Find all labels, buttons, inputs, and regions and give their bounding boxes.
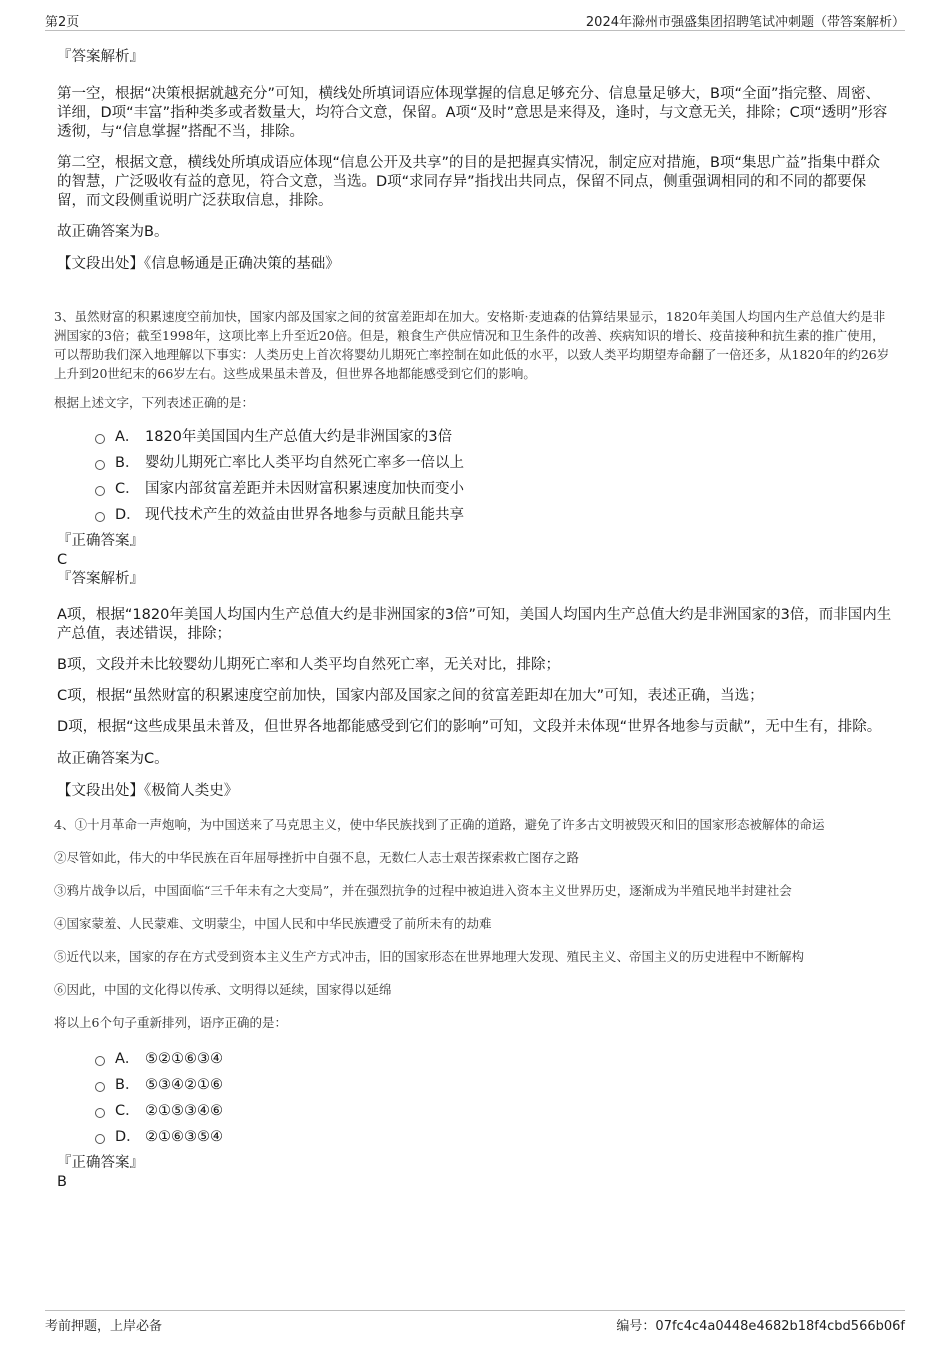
option-a[interactable]: A． ⑤②①⑥③④ [95,1046,892,1072]
correct-answer-label: 『正确答案』 [57,1155,144,1171]
sentence-item: ④国家蒙羞、人民蒙难、文明蒙尘，中国人民和中华民族遭受了前所未有的劫难 [54,916,492,931]
page-footer [45,1310,905,1335]
analysis-label: 『答案解析』 [57,571,144,587]
radio-icon[interactable] [95,460,105,470]
sentence-item: ⑤近代以来，国家的存在方式受到资本主义生产方式冲击，旧的国家形态在世界地理大发现、殖民主义、帝国主义的历史进程中不断解构 [54,949,805,964]
footer-slogan: 考前押题，上岸必备 [45,1319,163,1334]
options-list [95,1046,892,1150]
correct-answer: C [57,552,68,568]
analysis-paragraph: 第一空，根据“决策根据就越充分”可知，横线处所填词语应体现掌握的信息足够充分、信息量足够大，B项“全面”指完整、周密、详细，D项“丰富”指种类多或者数量大，均符合文意，保留。A项“及时”意思是来得及，逢时，与文意无关，排除；C项“透明”形容透彻，与“信息掌握”搭配不当，排除。 [57,86,888,140]
option-d[interactable]: D． ②①⑥③⑤④ [95,1124,892,1150]
analysis-paragraph: 第二空，根据文意，横线处所填成语应体现“信息公开及共享”的目的是把握真实情况，制定应对措施，B项“集思广益”指集中群众的智慧，广泛吸收有益的意见，符合文意，当选。D项“求同存异”指找出共同点，保留不同点，侧重强调相同的和不同的都要保留，而文段侧重说明广泛获取信息，排除。 [57,155,880,209]
analysis-paragraph: A项，根据“1820年美国人均国内生产总值大约是非洲国家的3倍”可知，美国人均国内生产总值大约是非洲国家的3倍，而非国内生产总值，表述错误，排除； [57,607,892,642]
document-code: 编号：07fc4c4a0448e4682b18f4cbd566b06f [616,1319,905,1334]
radio-icon[interactable] [95,1134,105,1144]
source: 【文段出处】《信息畅通是正确决策的基础》 [57,256,340,272]
option-c[interactable]: C． ②①⑤③④⑥ [95,1098,892,1124]
analysis-paragraph: B项，文段并未比较婴幼儿期死亡率和人类平均自然死亡率，无关对比，排除； [57,657,560,673]
option-c[interactable]: C． 国家内部贫富差距并未因财富积累速度加快而变小 [95,476,892,502]
option-d[interactable]: D． 现代技术产生的效益由世界各地参与贡献且能共享 [95,502,892,528]
correct-answer-label: 『正确答案』 [57,533,144,549]
analysis-paragraph: C项，根据“虽然财富的积累速度空前加快，国家内部及国家之间的贫富差距却在加大”可知，表述正确，当选； [57,688,764,704]
option-b[interactable]: B． ⑤③④②①⑥ [95,1072,892,1098]
document-body [54,44,892,1192]
radio-icon[interactable] [95,1108,105,1118]
page-number: 第2页 [45,15,80,30]
question-prompt: 根据上述文字，下列表述正确的是： [54,395,255,410]
sentence-item: ③鸦片战争以后，中国面临“三千年未有之大变局”，并在强烈抗争的过程中被迫进入资本主义世界历史，逐渐成为半殖民地半封建社会 [54,883,792,898]
page-header [45,8,905,31]
radio-icon[interactable] [95,1056,105,1066]
sentence-item: 4、①十月革命一声炮响，为中国送来了马克思主义，使中华民族找到了正确的道路，避免了许多古文明被毁灭和旧的国家形态被解体的命运 [54,817,825,832]
option-b[interactable]: B． 婴幼儿期死亡率比人类平均自然死亡率多一倍以上 [95,450,892,476]
question-stem: 3、虽然财富的积累速度空前加快，国家内部及国家之间的贫富差距却在加大。安格斯·麦迪森的估算结果显示，1820年美国人均国内生产总值大约是非洲国家的3倍；截至1998年，这项比率上升至近20倍。但是，粮食生产供应情况和卫生条件的改善、疾病知识的增长、疫苗接种和抗生素的推广使用，可以帮助我们深入地理解以下事实：人类历史上首次将婴幼儿期死亡率控制在如此低的水平，以致人类平均期望寿命翻了一倍还多，从1820年的约26岁上升到20世纪末的66岁左右。这些成果虽未普及，但世界各地都能感受到它们的影响。 [54,309,890,381]
options-list [95,424,892,528]
sentence-item: ⑥因此，中国的文化得以传承、文明得以延续，国家得以延绵 [54,982,392,997]
radio-icon[interactable] [95,1082,105,1092]
radio-icon[interactable] [95,486,105,496]
sentence-item: ②尽管如此，伟大的中华民族在百年屈辱挫折中自强不息，无数仁人志士艰苦探索救亡图存之路 [54,850,580,865]
analysis-paragraph: D项，根据“这些成果虽未普及，但世界各地都能感受到它们的影响”可知，文段并未体现“世界各地参与贡献”，无中生有，排除。 [57,719,882,735]
analysis-label: 『答案解析』 [57,49,144,65]
radio-icon[interactable] [95,512,105,522]
option-a[interactable]: A． 1820年美国国内生产总值大约是非洲国家的3倍 [95,424,892,450]
radio-icon[interactable] [95,434,105,444]
conclusion: 故正确答案为B。 [57,224,169,240]
correct-answer: B [57,1174,67,1190]
document-title: 2024年滁州市强盛集团招聘笔试冲刺题（带答案解析） [585,15,905,30]
source: 【文段出处】《极简人类史》 [57,783,239,799]
question-prompt: 将以上6个句子重新排列，语序正确的是： [54,1015,287,1030]
conclusion: 故正确答案为C。 [57,751,169,767]
